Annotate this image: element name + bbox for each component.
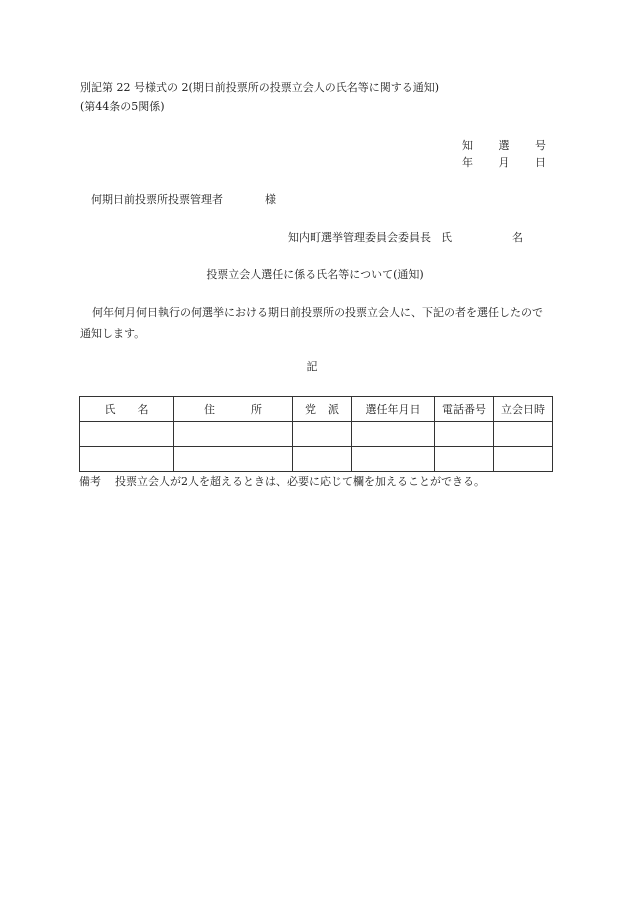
table-row [80,422,553,447]
sender [288,232,523,243]
table-cell [80,447,174,472]
form-title: 別記第 22 号様式の 2(期日前投票所の投票立会人の氏名等に関する通知) [80,81,440,94]
document-number-line [462,140,546,151]
table-cell [80,422,174,447]
remarks-label: 備考 [79,475,101,488]
table-row [80,447,553,472]
table-cell [494,422,553,447]
sender-name-char-2: 名 [512,231,523,244]
subject-line: 投票立会人選任に係る氏名等について(通知) [206,268,424,281]
header-char: 党 [305,403,316,416]
doc-number-char-2: 選 [498,139,510,152]
remarks [79,476,485,487]
document-date-line [462,157,546,168]
observer-table [79,396,553,472]
table-cell [293,422,352,447]
column-header-party [293,397,352,422]
sender-title: 知内町選挙管理委員会委員長 [288,231,431,244]
table-cell [174,422,293,447]
table-cell [435,447,494,472]
date-month-label: 月 [498,156,510,169]
header-char: 名 [137,403,149,416]
ki-heading [0,361,630,372]
addressee-honorific: 様 [265,193,276,206]
header-char: 派 [328,403,339,416]
doc-number-char-3: 号 [535,139,546,152]
doc-number-char-1: 知 [462,139,473,152]
date-day-label: 日 [535,156,546,169]
column-header-name [80,397,174,422]
date-year-label: 年 [462,156,473,169]
remarks-text: 投票立会人が2人を超えるときは、必要に応じて欄を加えることができる。 [115,475,485,488]
table-cell [174,447,293,472]
header-char: 所 [251,403,262,416]
table-cell [293,447,352,472]
column-header-address [174,397,293,422]
column-header-attendance-time: 立会日時 [494,397,553,422]
column-header-phone: 電話番号 [435,397,494,422]
header-char: 住 [204,403,215,416]
table-cell [435,422,494,447]
body-paragraph: 何年何月何日執行の何選挙における期日前投票所の投票立会人に、下記の者を選任したので通知します。 [80,306,543,340]
addressee [91,194,276,205]
form-article-reference: (第44条の5関係) [80,100,165,113]
table-cell [352,447,435,472]
table-cell [352,422,435,447]
sender-name-char-1: 氏 [441,231,452,244]
addressee-name: 何期日前投票所投票管理者 [91,193,223,206]
column-header-appointment-date: 選任年月日 [352,397,435,422]
table-header-row [80,397,553,422]
table-cell [494,447,553,472]
ki-text: 記 [306,360,318,373]
header-char: 氏 [104,403,116,416]
